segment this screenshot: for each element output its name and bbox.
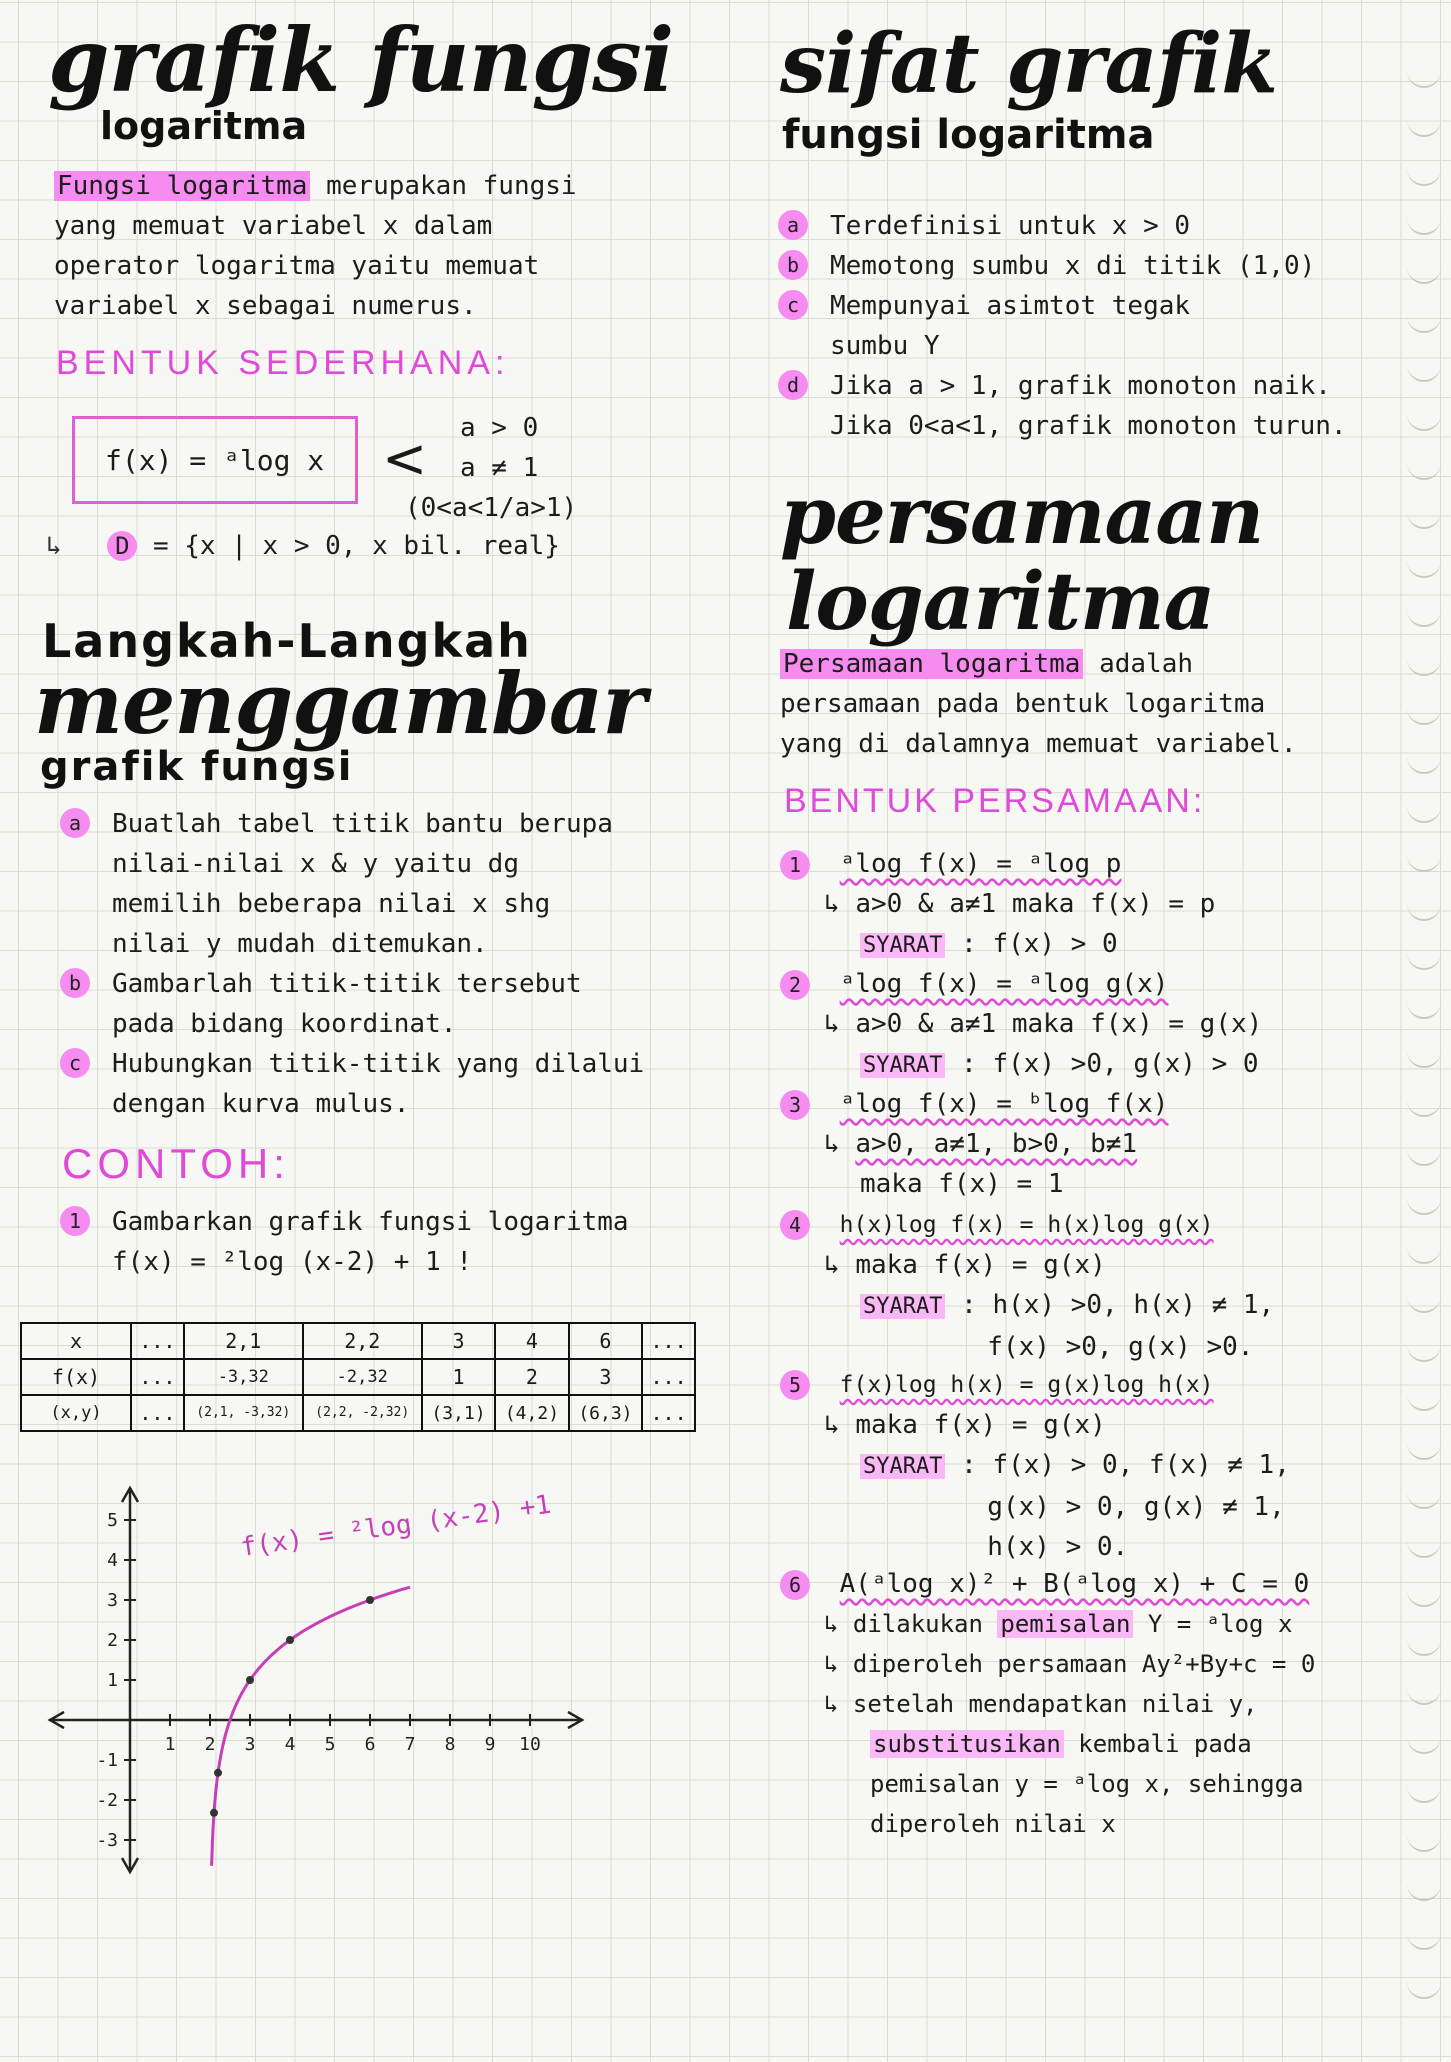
form-1	[780, 844, 1420, 966]
example-line: f(x) = ²log (x-2) + 1 !	[112, 1247, 473, 1277]
form-equation: h(x)log f(x) = h(x)log g(x)	[839, 1212, 1214, 1238]
form-result: maka f(x) = g(x)	[855, 1250, 1106, 1280]
f6-text: pemisalan y = ᵃlog x, sehingga	[870, 1770, 1304, 1798]
binder-hole	[1407, 1589, 1441, 1607]
equation-intro	[780, 644, 1420, 764]
f6-highlight: pemisalan	[997, 1610, 1133, 1638]
step-line: dengan kurva mulus.	[112, 1089, 410, 1119]
binder-hole	[1407, 756, 1441, 774]
binder-hole	[1407, 119, 1441, 137]
y-tick-label: 5	[107, 1510, 118, 1531]
data-point	[214, 1769, 222, 1777]
form-equation: ᵃlog f(x) = ᵇlog f(x)	[839, 1089, 1169, 1119]
step-marker: c	[60, 1048, 90, 1078]
form-result: maka f(x) = g(x)	[855, 1410, 1106, 1440]
equation-title-2: logaritma	[786, 554, 1215, 648]
table-cell: 6	[569, 1323, 642, 1359]
domain-row	[46, 526, 560, 566]
table-cell: 2	[495, 1359, 568, 1395]
binder-hole	[1407, 1491, 1441, 1509]
form-4	[780, 1204, 1420, 1367]
table-cell: -3,32	[184, 1359, 303, 1395]
left-intro	[54, 166, 694, 326]
x-tick-label: 4	[284, 1734, 296, 1755]
binder-hole	[1407, 1099, 1441, 1117]
table-row	[21, 1323, 695, 1359]
binder-hole	[1407, 217, 1441, 235]
data-point	[366, 1596, 374, 1604]
y-tick-label: 4	[107, 1550, 118, 1571]
binder-hole	[1407, 1785, 1441, 1803]
arrow-icon: ↳	[824, 1690, 839, 1718]
form-equation: ᵃlog f(x) = ᵃlog p	[839, 849, 1122, 879]
arrow-icon: ↳	[824, 1009, 840, 1039]
binder-hole	[1407, 952, 1441, 970]
form-marker: 4	[780, 1210, 810, 1240]
condition-a-not-one: a ≠ 1	[460, 453, 539, 483]
binder-hole	[1407, 805, 1441, 823]
intro-line: variabel x sebagai numerus.	[54, 291, 477, 321]
prop-line: sumbu Y	[830, 331, 940, 361]
right-title: sifat grafik	[780, 16, 1278, 112]
conditions	[405, 408, 578, 528]
table-cell: f(x)	[21, 1359, 131, 1395]
intro-line: merupakan fungsi	[310, 171, 577, 201]
equation-intro-line: yang di dalamnya memuat variabel.	[780, 729, 1297, 759]
form-marker: 5	[780, 1370, 810, 1400]
binder-hole	[1407, 1295, 1441, 1313]
step-line: nilai y mudah ditemukan.	[112, 929, 488, 959]
form-marker: 6	[780, 1570, 810, 1600]
syarat-text: f(x) >0, g(x) >0.	[956, 1332, 1254, 1362]
binder-hole	[1407, 1540, 1441, 1558]
prop-c	[778, 286, 1190, 366]
syarat-text: g(x) > 0, g(x) ≠ 1,	[956, 1492, 1285, 1522]
table-cell: 4	[495, 1323, 568, 1359]
intro-line: yang memuat variabel x dalam	[54, 211, 493, 241]
table-cell: (4,2)	[495, 1395, 568, 1431]
formula-box	[72, 416, 358, 504]
prop-line: Jika 0<a<1, grafik monoton turun.	[830, 411, 1347, 441]
binder-hole	[1407, 1197, 1441, 1215]
table-cell: ...	[642, 1395, 695, 1431]
step-marker: b	[60, 968, 90, 998]
arrow-icon: ↳	[46, 531, 62, 561]
binder-hole	[1407, 413, 1441, 431]
binder-hole	[1407, 1834, 1441, 1852]
step-a	[60, 804, 613, 964]
arrow-icon: ↳	[824, 1650, 839, 1678]
table-cell: ...	[642, 1359, 695, 1395]
y-tick-label: 3	[107, 1590, 118, 1611]
condition-bracket: <	[382, 427, 428, 490]
example-1	[60, 1202, 629, 1282]
x-tick-label: 5	[324, 1734, 336, 1755]
left-title: grafik fungsi	[48, 8, 674, 112]
equation-title-1: persamaan	[780, 468, 1264, 562]
arrow-icon: ↳	[824, 1410, 840, 1440]
form-equation: f(x)log h(x) = g(x)log h(x)	[839, 1372, 1214, 1398]
form-marker: 3	[780, 1090, 810, 1120]
binder-hole	[1407, 854, 1441, 872]
arrow-icon: ↳	[824, 1129, 840, 1159]
form-marker: 2	[780, 970, 810, 1000]
syarat-label: SYARAT	[860, 1454, 945, 1479]
table-cell: 1	[422, 1359, 495, 1395]
equation-intro-line: persamaan pada bentuk logaritma	[780, 689, 1266, 719]
table-row	[21, 1359, 695, 1395]
example-marker: 1	[60, 1206, 90, 1236]
table-cell: 3	[569, 1359, 642, 1395]
function-curve	[212, 1587, 410, 1866]
binder-hole	[1407, 903, 1441, 921]
x-tick-label: 9	[484, 1734, 496, 1755]
x-tick-label: 6	[364, 1734, 376, 1755]
syarat-label: SYARAT	[860, 1294, 945, 1319]
prop-b	[778, 246, 1315, 286]
example-line: Gambarkan grafik fungsi logaritma	[112, 1207, 629, 1237]
y-tick-label: -2	[96, 1790, 118, 1811]
binder-hole	[1407, 462, 1441, 480]
table-cell: ...	[131, 1323, 184, 1359]
step-line: Hubungkan titik-titik yang dilalui	[112, 1049, 645, 1079]
domain-label: D	[107, 531, 137, 561]
condition-range: (0<a<1/a>1)	[405, 493, 578, 523]
right-subtitle: fungsi logaritma	[782, 112, 1155, 158]
step-line: nilai-nilai x & y yaitu dg	[112, 849, 519, 879]
prop-marker: c	[778, 290, 808, 320]
x-tick-label: 1	[164, 1734, 176, 1755]
data-point	[286, 1636, 294, 1644]
table-cell: ...	[642, 1323, 695, 1359]
y-tick-label: 2	[107, 1630, 118, 1651]
f6-highlight: substitusikan	[870, 1730, 1064, 1758]
form-result-2: maka f(x) = 1	[860, 1169, 1064, 1199]
form-result: a>0, a≠1, b>0, b≠1	[855, 1129, 1138, 1159]
table-cell: (x,y)	[21, 1395, 131, 1431]
table-cell: ...	[131, 1395, 184, 1431]
form-6	[780, 1564, 1420, 1844]
syarat-text: : h(x) >0, h(x) ≠ 1,	[961, 1290, 1275, 1320]
binder-hole	[1407, 1687, 1441, 1705]
form-2	[780, 964, 1420, 1086]
binder-hole	[1407, 1050, 1441, 1068]
table-cell: (2,2, -2,32)	[303, 1395, 422, 1431]
binder-hole	[1407, 1344, 1441, 1362]
table-cell: x	[21, 1323, 131, 1359]
step-line: Gambarlah titik-titik tersebut	[112, 969, 582, 999]
form-equation: A(ᵃlog x)² + B(ᵃlog x) + C = 0	[839, 1569, 1310, 1599]
f6-text: kembali pada	[1063, 1730, 1252, 1758]
step-marker: a	[60, 808, 90, 838]
value-table	[20, 1322, 696, 1432]
steps-title-2: menggambar	[34, 654, 646, 753]
step-line: Buatlah tabel titik bantu berupa	[112, 809, 613, 839]
binder-hole	[1407, 168, 1441, 186]
binder-hole	[1407, 707, 1441, 725]
simple-form-heading: BENTUK SEDERHANA:	[56, 344, 510, 382]
f6-text: setelah mendapatkan nilai y,	[852, 1690, 1258, 1718]
log-function-graph	[40, 1470, 600, 1900]
x-tick-label: 10	[519, 1734, 541, 1755]
table-cell: 2,1	[184, 1323, 303, 1359]
binder-hole	[1407, 1001, 1441, 1019]
form-3	[780, 1084, 1420, 1204]
binder-hole	[1407, 1393, 1441, 1411]
table-cell: (3,1)	[422, 1395, 495, 1431]
equation-intro-line: adalah	[1083, 649, 1193, 679]
arrow-icon: ↳	[824, 1250, 840, 1280]
condition-a-positive: a > 0	[460, 413, 539, 443]
f6-text: Y = ᵃlog x	[1133, 1610, 1293, 1638]
prop-line: Terdefinisi untuk x > 0	[830, 211, 1191, 241]
prop-a	[778, 206, 1190, 246]
step-line: pada bidang koordinat.	[112, 1009, 457, 1039]
x-tick-label: 2	[204, 1734, 216, 1755]
table-cell: -2,32	[303, 1359, 422, 1395]
steps-title-1: Langkah-Langkah	[42, 614, 532, 668]
binder-hole	[1407, 1981, 1441, 1999]
syarat-text: : f(x) >0, g(x) > 0	[961, 1049, 1259, 1079]
binder-hole	[1407, 364, 1441, 382]
data-point	[210, 1809, 218, 1817]
prop-line: Memotong sumbu x di titik (1,0)	[830, 251, 1316, 281]
f6-text: dilakukan	[852, 1610, 998, 1638]
binder-hole	[1407, 1638, 1441, 1656]
arrow-icon: ↳	[824, 889, 840, 919]
binder-hole	[1407, 266, 1441, 284]
intro-line: operator logaritma yaitu memuat	[54, 251, 540, 281]
y-tick-label: -3	[96, 1830, 118, 1851]
binder-hole	[1407, 1442, 1441, 1460]
binder-holes	[1407, 0, 1443, 2062]
syarat-text: : f(x) > 0, f(x) ≠ 1,	[961, 1450, 1290, 1480]
binder-hole	[1407, 560, 1441, 578]
f6-text: diperoleh nilai x	[870, 1810, 1116, 1838]
arrow-icon: ↳	[824, 1610, 839, 1638]
step-line: memilih beberapa nilai x shg	[112, 889, 551, 919]
x-arrow-left-icon	[40, 1712, 42, 1728]
intro-highlight: Fungsi logaritma	[54, 171, 310, 201]
table-cell: ...	[131, 1359, 184, 1395]
left-subtitle: logaritma	[100, 104, 308, 148]
binder-hole	[1407, 609, 1441, 627]
table-cell: 3	[422, 1323, 495, 1359]
f6-text: diperoleh persamaan Ay²+By+c = 0	[852, 1650, 1316, 1678]
binder-hole	[1407, 70, 1441, 88]
prop-line: Mempunyai asimtot tegak	[830, 291, 1191, 321]
form-result: a>0 & a≠1 maka f(x) = g(x)	[855, 1009, 1263, 1039]
example-heading: CONTOH:	[62, 1140, 290, 1187]
syarat-text: : f(x) > 0	[961, 929, 1118, 959]
x-tick-label: 3	[244, 1734, 256, 1755]
steps-title-3: grafik fungsi	[40, 744, 354, 790]
prop-marker: d	[778, 370, 808, 400]
table-row	[21, 1395, 695, 1431]
step-b	[60, 964, 582, 1044]
prop-marker: a	[778, 210, 808, 240]
prop-d	[778, 366, 1347, 446]
binder-hole	[1407, 1883, 1441, 1901]
forms-heading: BENTUK PERSAMAAN:	[784, 782, 1206, 820]
data-point	[246, 1676, 254, 1684]
y-tick-label: -1	[96, 1750, 118, 1771]
table-cell: (2,1, -3,32)	[184, 1395, 303, 1431]
form-result: a>0 & a≠1 maka f(x) = p	[855, 889, 1216, 919]
binder-hole	[1407, 315, 1441, 333]
table-cell: (6,3)	[569, 1395, 642, 1431]
binder-hole	[1407, 658, 1441, 676]
form-marker: 1	[780, 850, 810, 880]
binder-hole	[1407, 1932, 1441, 1950]
domain-definition: = {x | x > 0, x bil. real}	[152, 531, 560, 561]
y-tick-label: 1	[107, 1670, 118, 1691]
x-tick-label: 8	[444, 1734, 456, 1755]
prop-marker: b	[778, 250, 808, 280]
prop-line: Jika a > 1, grafik monoton naik.	[830, 371, 1331, 401]
binder-hole	[1407, 511, 1441, 529]
form-5	[780, 1364, 1420, 1567]
table-cell: 2,2	[303, 1323, 422, 1359]
syarat-text: h(x) > 0.	[956, 1532, 1129, 1562]
form-equation: ᵃlog f(x) = ᵃlog g(x)	[839, 969, 1169, 999]
x-tick-label: 7	[404, 1734, 416, 1755]
binder-hole	[1407, 1736, 1441, 1754]
formula: f(x) = ᵃlog x	[105, 444, 325, 477]
binder-hole	[1407, 1148, 1441, 1166]
syarat-label: SYARAT	[860, 933, 945, 958]
equation-highlight: Persamaan logaritma	[780, 649, 1083, 679]
step-c	[60, 1044, 644, 1124]
binder-hole	[1407, 1246, 1441, 1264]
curve-label: f(x) = ²log (x-2) +1	[238, 1489, 554, 1563]
syarat-label: SYARAT	[860, 1053, 945, 1078]
